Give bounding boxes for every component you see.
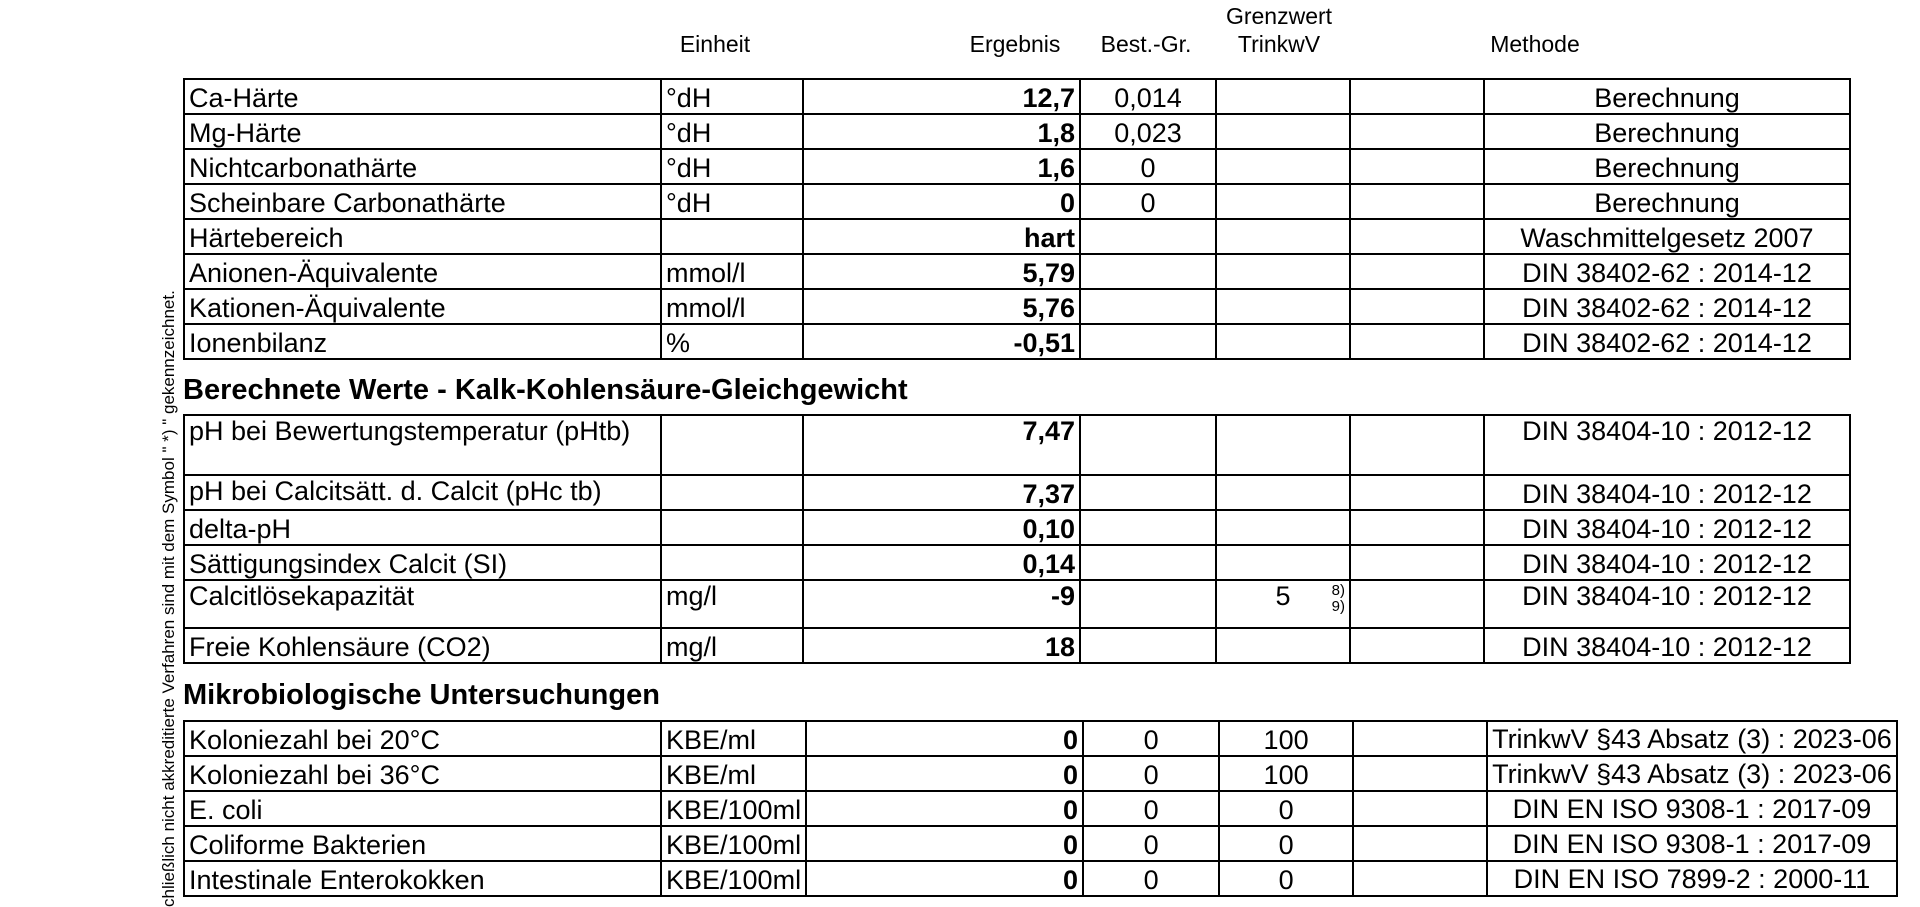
limit-cell: 100 bbox=[1219, 756, 1353, 791]
unit-cell: mg/l bbox=[661, 580, 803, 628]
unit-cell: KBE/100ml bbox=[661, 826, 806, 861]
result-cell: 1,8 bbox=[803, 114, 1080, 149]
table-row bbox=[184, 791, 1897, 826]
limit-cell bbox=[1216, 149, 1350, 184]
unit-cell: KBE/ml bbox=[661, 756, 806, 791]
unit-cell: % bbox=[661, 324, 803, 359]
table-row bbox=[184, 475, 1850, 510]
empty-cell bbox=[1350, 324, 1484, 359]
empty-cell bbox=[1353, 861, 1487, 896]
header-detection-limit: Best.-Gr. bbox=[1100, 31, 1192, 57]
result-cell: 7,37 bbox=[803, 475, 1080, 510]
table-row bbox=[184, 510, 1850, 545]
param-cell: delta-pH bbox=[184, 510, 661, 545]
detection-limit-cell: 0,023 bbox=[1080, 114, 1216, 149]
section-heading-lime-carbonic: Berechnete Werte - Kalk-Kohlensäure-Gleichgewicht bbox=[183, 374, 908, 406]
detection-limit-cell bbox=[1080, 219, 1216, 254]
empty-cell bbox=[1350, 415, 1484, 475]
empty-cell bbox=[1350, 580, 1484, 628]
limit-cell bbox=[1216, 628, 1350, 663]
detection-limit-cell: 0 bbox=[1083, 756, 1219, 791]
unit-cell: °dH bbox=[661, 184, 803, 219]
method-cell: DIN EN ISO 7899-2 : 2000-11 bbox=[1487, 861, 1897, 896]
detection-limit-cell: 0 bbox=[1083, 861, 1219, 896]
param-cell: pH bei Calcitsätt. d. Calcit (pHc tb) bbox=[184, 475, 661, 510]
header-limit-line2: TrinkwV bbox=[1237, 31, 1321, 57]
limit-cell bbox=[1216, 545, 1350, 580]
param-cell: Koloniezahl bei 36°C bbox=[184, 756, 661, 791]
method-cell: Berechnung bbox=[1484, 149, 1850, 184]
limit-value: 5 bbox=[1275, 581, 1291, 611]
empty-cell bbox=[1350, 219, 1484, 254]
param-cell: pH bei Bewertungstemperatur (pHtb) bbox=[184, 415, 661, 475]
detection-limit-cell: 0 bbox=[1080, 184, 1216, 219]
limit-cell: 0 bbox=[1219, 861, 1353, 896]
unit-cell bbox=[661, 219, 803, 254]
param-cell: Kationen-Äquivalente bbox=[184, 289, 661, 324]
result-cell: 0,14 bbox=[803, 545, 1080, 580]
unit-cell bbox=[661, 510, 803, 545]
result-cell: 0 bbox=[803, 184, 1080, 219]
detection-limit-cell bbox=[1080, 545, 1216, 580]
result-cell: -0,51 bbox=[803, 324, 1080, 359]
param-cell: E. coli bbox=[184, 791, 661, 826]
limit-cell bbox=[1216, 219, 1350, 254]
microbiology-table bbox=[183, 720, 1898, 897]
table-row bbox=[184, 861, 1897, 896]
table-row bbox=[184, 79, 1850, 114]
limit-cell: 0 bbox=[1219, 826, 1353, 861]
method-cell: Waschmittelgesetz 2007 bbox=[1484, 219, 1850, 254]
header-method: Methode bbox=[1490, 31, 1580, 57]
lime-carbonic-table bbox=[183, 414, 1851, 664]
table-row bbox=[184, 324, 1850, 359]
method-cell: DIN 38402-62 : 2014-12 bbox=[1484, 254, 1850, 289]
param-cell: Nichtcarbonathärte bbox=[184, 149, 661, 184]
empty-cell bbox=[1350, 510, 1484, 545]
method-cell: Berechnung bbox=[1484, 79, 1850, 114]
result-cell: 0 bbox=[806, 861, 1083, 896]
method-cell: DIN 38402-62 : 2014-12 bbox=[1484, 289, 1850, 324]
unit-cell: KBE/100ml bbox=[661, 791, 806, 826]
empty-cell bbox=[1350, 475, 1484, 510]
limit-cell bbox=[1216, 79, 1350, 114]
section-heading-microbiology: Mikrobiologische Untersuchungen bbox=[183, 679, 660, 711]
empty-cell bbox=[1353, 721, 1487, 756]
method-cell: DIN 38404-10 : 2012-12 bbox=[1484, 580, 1850, 628]
result-cell: 7,47 bbox=[803, 415, 1080, 475]
table-row bbox=[184, 149, 1850, 184]
method-cell: DIN EN ISO 9308-1 : 2017-09 bbox=[1487, 791, 1897, 826]
table-row bbox=[184, 219, 1850, 254]
hardness-table bbox=[183, 78, 1851, 360]
empty-cell bbox=[1350, 254, 1484, 289]
result-cell: 0 bbox=[806, 756, 1083, 791]
empty-cell bbox=[1350, 545, 1484, 580]
empty-cell bbox=[1350, 114, 1484, 149]
method-cell: Berechnung bbox=[1484, 114, 1850, 149]
empty-cell bbox=[1353, 826, 1487, 861]
table-row bbox=[184, 826, 1897, 861]
footnote-ref: 9) bbox=[1331, 598, 1345, 615]
limit-cell: 100 bbox=[1219, 721, 1353, 756]
unit-cell bbox=[661, 545, 803, 580]
accreditation-note: chließlich nicht akkreditierte Verfahren sind mit dem Symbol " *) " gekennzeichnet. bbox=[159, 290, 178, 907]
table-row bbox=[184, 114, 1850, 149]
detection-limit-cell: 0 bbox=[1083, 721, 1219, 756]
detection-limit-cell bbox=[1080, 415, 1216, 475]
header-limit-line1: Grenzwert bbox=[1225, 3, 1333, 29]
header-limit bbox=[1212, 2, 1346, 58]
limit-cell bbox=[1216, 510, 1350, 545]
limit-cell bbox=[1216, 114, 1350, 149]
method-cell: Berechnung bbox=[1484, 184, 1850, 219]
param-cell: Scheinbare Carbonathärte bbox=[184, 184, 661, 219]
result-cell: -9 bbox=[803, 580, 1080, 628]
limit-cell bbox=[1216, 475, 1350, 510]
detection-limit-cell bbox=[1080, 324, 1216, 359]
method-cell: DIN 38404-10 : 2012-12 bbox=[1484, 475, 1850, 510]
limit-cell bbox=[1216, 289, 1350, 324]
param-cell: Anionen-Äquivalente bbox=[184, 254, 661, 289]
method-cell: TrinkwV §43 Absatz (3) : 2023-06 bbox=[1487, 721, 1897, 756]
empty-cell bbox=[1350, 289, 1484, 324]
table-row bbox=[184, 756, 1897, 791]
method-cell: DIN 38404-10 : 2012-12 bbox=[1484, 628, 1850, 663]
table-row bbox=[184, 628, 1850, 663]
unit-cell: mmol/l bbox=[661, 289, 803, 324]
param-cell: Mg-Härte bbox=[184, 114, 661, 149]
result-cell: 0 bbox=[806, 791, 1083, 826]
footnote-refs bbox=[1332, 583, 1345, 615]
header-result: Ergebnis bbox=[969, 31, 1061, 57]
result-cell: 18 bbox=[803, 628, 1080, 663]
empty-cell bbox=[1350, 79, 1484, 114]
param-cell: Freie Kohlensäure (CO2) bbox=[184, 628, 661, 663]
unit-cell: °dH bbox=[661, 149, 803, 184]
limit-cell bbox=[1216, 184, 1350, 219]
detection-limit-cell: 0,014 bbox=[1080, 79, 1216, 114]
limit-cell bbox=[1216, 415, 1350, 475]
table-row bbox=[184, 415, 1850, 475]
result-cell: 0,10 bbox=[803, 510, 1080, 545]
method-cell: DIN 38404-10 : 2012-12 bbox=[1484, 415, 1850, 475]
table-row bbox=[184, 254, 1850, 289]
limit-cell bbox=[1216, 580, 1350, 628]
detection-limit-cell bbox=[1080, 580, 1216, 628]
method-cell: TrinkwV §43 Absatz (3) : 2023-06 bbox=[1487, 756, 1897, 791]
detection-limit-cell: 0 bbox=[1080, 149, 1216, 184]
result-cell: 5,76 bbox=[803, 289, 1080, 324]
detection-limit-cell bbox=[1080, 510, 1216, 545]
param-cell: Ionenbilanz bbox=[184, 324, 661, 359]
method-cell: DIN EN ISO 9308-1 : 2017-09 bbox=[1487, 826, 1897, 861]
param-cell: Intestinale Enterokokken bbox=[184, 861, 661, 896]
result-cell: 5,79 bbox=[803, 254, 1080, 289]
param-cell: Härtebereich bbox=[184, 219, 661, 254]
empty-cell bbox=[1350, 149, 1484, 184]
table-row bbox=[184, 184, 1850, 219]
method-cell: DIN 38402-62 : 2014-12 bbox=[1484, 324, 1850, 359]
result-cell: 1,6 bbox=[803, 149, 1080, 184]
detection-limit-cell bbox=[1080, 475, 1216, 510]
unit-cell: °dH bbox=[661, 114, 803, 149]
param-cell: Koloniezahl bei 20°C bbox=[184, 721, 661, 756]
unit-cell: °dH bbox=[661, 79, 803, 114]
limit-cell bbox=[1216, 254, 1350, 289]
detection-limit-cell: 0 bbox=[1083, 791, 1219, 826]
result-cell: 0 bbox=[806, 826, 1083, 861]
unit-cell bbox=[661, 475, 803, 510]
detection-limit-cell: 0 bbox=[1083, 826, 1219, 861]
method-cell: DIN 38404-10 : 2012-12 bbox=[1484, 510, 1850, 545]
unit-cell: KBE/ml bbox=[661, 721, 806, 756]
param-cell: Calcitlösekapazität bbox=[184, 580, 661, 628]
unit-cell bbox=[661, 415, 803, 475]
result-cell: 0 bbox=[806, 721, 1083, 756]
empty-cell bbox=[1353, 791, 1487, 826]
limit-cell bbox=[1216, 324, 1350, 359]
detection-limit-cell bbox=[1080, 628, 1216, 663]
table-row bbox=[184, 721, 1897, 756]
table-row bbox=[184, 289, 1850, 324]
result-cell: hart bbox=[803, 219, 1080, 254]
detection-limit-cell bbox=[1080, 289, 1216, 324]
empty-cell bbox=[1353, 756, 1487, 791]
unit-cell: mg/l bbox=[661, 628, 803, 663]
table-row bbox=[184, 545, 1850, 580]
method-cell: DIN 38404-10 : 2012-12 bbox=[1484, 545, 1850, 580]
empty-cell bbox=[1350, 628, 1484, 663]
param-cell: Ca-Härte bbox=[184, 79, 661, 114]
table-row bbox=[184, 580, 1850, 628]
detection-limit-cell bbox=[1080, 254, 1216, 289]
unit-cell: KBE/100ml bbox=[661, 861, 806, 896]
param-cell: Coliforme Bakterien bbox=[184, 826, 661, 861]
empty-cell bbox=[1350, 184, 1484, 219]
unit-cell: mmol/l bbox=[661, 254, 803, 289]
limit-cell: 0 bbox=[1219, 791, 1353, 826]
header-unit: Einheit bbox=[679, 31, 751, 57]
result-cell: 12,7 bbox=[803, 79, 1080, 114]
param-cell: Sättigungsindex Calcit (SI) bbox=[184, 545, 661, 580]
footnote-ref: 8) bbox=[1331, 582, 1345, 599]
